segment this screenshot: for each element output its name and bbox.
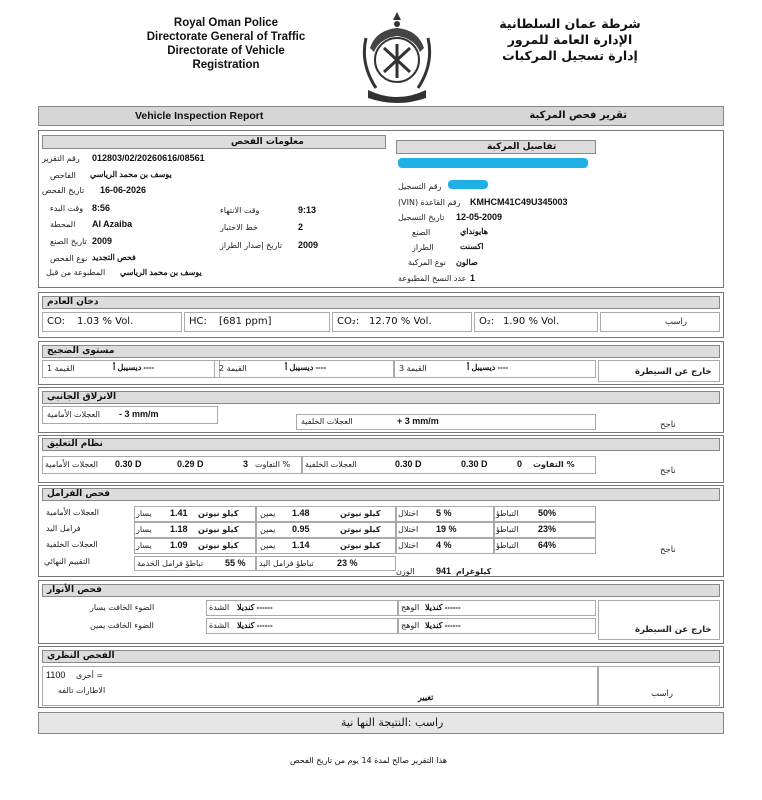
- vehicle-details-heading-text: تفاصيل المركبة: [487, 142, 557, 152]
- brake-row-label: فرامل اليد: [46, 524, 81, 533]
- brake-left-label: يسار: [136, 541, 152, 550]
- brake-efficiency-label: التباطؤ: [496, 509, 519, 518]
- model-value: اكسنت: [460, 242, 484, 251]
- suspension-rear-label: العجلات الخلفية: [305, 460, 357, 469]
- noise-v2-label: القيمة 2: [219, 364, 247, 373]
- brake-imbalance-value: 5 %: [436, 508, 452, 518]
- report-title-bar: [38, 106, 724, 126]
- header-en-line: Royal Oman Police: [173, 17, 279, 29]
- brake-efficiency-label: التباطؤ: [496, 541, 519, 550]
- weight-label: الوزن: [396, 567, 415, 576]
- glare-label: الوهج: [401, 621, 420, 630]
- inspector-label: الفاحص: [50, 171, 76, 180]
- suspension-rear: [302, 456, 596, 474]
- brake-right-value: 1.14: [292, 540, 310, 550]
- end-time-value: 9:13: [298, 205, 317, 215]
- visual-result: راسب: [651, 689, 673, 699]
- noise-v3: ديسيبل أ ----: [467, 363, 509, 372]
- suspension-front-diff-label: التفاوت %: [255, 460, 291, 469]
- start-time-value: 8:56: [92, 203, 111, 213]
- inspection-info-heading-text: معلومات الفحص: [231, 137, 304, 147]
- suspension-rear-right: 0.30 D: [461, 459, 488, 469]
- lights-result: خارج عن السيطرة: [635, 625, 712, 635]
- redaction-mark: [448, 180, 488, 189]
- service-brake-value: 55 %: [225, 558, 246, 568]
- vehicle-details-heading: [396, 140, 596, 154]
- printed-by-label: المطبوعة من قبل: [46, 268, 106, 277]
- model-label: الطراز: [412, 243, 434, 252]
- registration-label: رقم التسجيل: [398, 182, 442, 191]
- hc-label: HC:: [189, 316, 207, 327]
- inspector-value: يوسف بن محمد الرياسي: [90, 170, 172, 179]
- brake-right-value: 1.48: [292, 508, 310, 518]
- brake-left-value: 1.18: [170, 524, 188, 534]
- brake-imbalance-label: اختلال: [398, 541, 419, 550]
- noise-heading: [42, 345, 720, 358]
- header-english: [128, 16, 324, 72]
- vin-label: (VIN) رقم القاعدة: [398, 198, 461, 207]
- station-value: Al Azaiba: [92, 219, 133, 229]
- maker-value: هايونداي: [460, 227, 488, 236]
- emissions-result-cell: [600, 312, 720, 332]
- report-no-value: 012803/02/20260616/08561: [92, 153, 205, 163]
- brake-left-unit: كيلو نيوتن: [198, 541, 239, 550]
- lights-result-cell: [598, 600, 720, 640]
- emissions-result: راسب: [665, 317, 687, 327]
- end-time-label: وقت الانتهاء: [220, 206, 260, 215]
- low-beam-left-intensity: [206, 600, 398, 616]
- noise-v2: ديسيبل أ ----: [285, 363, 327, 372]
- suspension-heading-text: نظام التعليق: [47, 439, 103, 449]
- intensity-label: الشدة: [209, 621, 230, 630]
- hand-brake-label: تباطؤ فرامل اليد: [259, 559, 314, 568]
- side-slip-rear-value: + 3 mm/m: [397, 416, 439, 426]
- lights-heading: [42, 584, 720, 597]
- suspension-front: [42, 456, 302, 474]
- weight-value: 941: [436, 566, 452, 576]
- header-ar-line: الإدارة العامة للمرور: [507, 32, 633, 47]
- header-en-line: Directorate General of Traffic: [146, 31, 306, 43]
- inspection-info-heading: [42, 135, 386, 149]
- visual-heading-text: الفحص النظري: [47, 651, 115, 661]
- start-time-label: وقت البدء: [50, 204, 84, 213]
- noise-value-3: [394, 360, 596, 378]
- brake-right-unit: كيلو نيوتن: [340, 525, 381, 534]
- intensity-value: كنديلا ------: [237, 603, 273, 612]
- header-en-line: Registration: [192, 59, 260, 71]
- o2-cell: [474, 312, 598, 332]
- o2-value: 1.90 % Vol.: [503, 316, 560, 327]
- suspension-rear-diff: 0: [517, 459, 523, 469]
- model-date-label: تاريخ إصدار الطراز: [220, 241, 283, 250]
- brakes-result: ناجح: [660, 545, 676, 555]
- noise-value-1: [42, 360, 220, 378]
- brake-left-unit: كيلو نيوتن: [198, 525, 239, 534]
- visual-other-label: أخرى =: [76, 671, 104, 680]
- brake-efficiency-value: 50%: [538, 508, 557, 518]
- brake-row-label: العجلات الأمامية: [46, 508, 100, 517]
- vehicle-type-value: صالون: [456, 258, 478, 267]
- test-line-value: 2: [298, 222, 304, 232]
- final-result-text: راسب :النتيجة النها نية: [341, 716, 444, 729]
- mfg-date-value: 2009: [92, 236, 113, 246]
- emissions-heading-text: دخان العادم: [47, 297, 99, 307]
- emissions-heading: [42, 296, 720, 309]
- noise-v1: ديسيبل أ ----: [113, 363, 155, 372]
- co2-label: CO₂:: [337, 316, 360, 327]
- suspension-front-diff: 3: [243, 459, 249, 469]
- report-title-ar: تقرير فحص المركبة: [529, 110, 627, 121]
- glare-value: كنديلا ------: [425, 603, 461, 612]
- tyres-label: الاطارات تالفه: [58, 686, 106, 695]
- suspension-rear-diff-label: التفاوت %: [533, 460, 575, 469]
- brake-efficiency-value: 64%: [538, 540, 557, 550]
- brakes-heading-text: فحص الفرامل: [47, 489, 111, 499]
- side-slip-heading: [42, 391, 720, 404]
- mfg-date-label: تاريخ الصنع: [50, 237, 87, 246]
- header-arabic: [470, 16, 670, 64]
- side-slip-front: [42, 406, 218, 424]
- glare-label: الوهج: [401, 603, 420, 612]
- inspection-type-value: فحص التجديد: [92, 253, 136, 262]
- low-beam-left-glare: [398, 600, 596, 616]
- brake-left-value: 1.41: [170, 508, 188, 518]
- header-ar-line: شرطة عمان السلطانية: [499, 16, 641, 31]
- co-label: CO:: [47, 316, 66, 327]
- inspection-date-label: تاريخ الفحص: [42, 186, 85, 195]
- brakes-heading: [42, 488, 720, 501]
- copies-value: 1: [470, 273, 476, 283]
- low-beam-right-glare: [398, 618, 596, 634]
- vehicle-type-label: نوع المركبة: [408, 258, 446, 267]
- low-beam-right-intensity: [206, 618, 398, 634]
- co2-value: 12.70 % Vol.: [369, 316, 432, 327]
- brake-right-label: يمين: [260, 525, 276, 534]
- brake-left-label: يسار: [136, 509, 152, 518]
- o2-label: O₂:: [479, 316, 495, 327]
- station-label: المحطة: [50, 220, 76, 229]
- brake-right-unit: كيلو نيوتن: [340, 541, 381, 550]
- final-result-bar: [38, 712, 724, 734]
- rop-emblem-icon: [356, 8, 438, 108]
- hc-value: [681 ppm]: [219, 316, 272, 327]
- brake-left-label: يسار: [136, 525, 152, 534]
- brake-right-value: 0.95: [292, 524, 310, 534]
- hc-cell: [184, 312, 330, 332]
- visual-other-value: 1100: [46, 670, 66, 680]
- noise-v3-label: القيمة 3: [399, 364, 427, 373]
- brake-right-label: يمين: [260, 509, 276, 518]
- hand-brake-cell: [256, 556, 396, 571]
- tyres-value: تغيير: [418, 693, 434, 702]
- suspension-front-label: العجلات الأمامية: [45, 460, 99, 469]
- low-beam-left-label: الضوء الخافت يسار: [90, 603, 155, 612]
- brake-efficiency-value: 23%: [538, 524, 557, 534]
- side-slip-front-value: - 3 mm/m: [119, 409, 159, 419]
- service-brake-label: تباطؤ فرامل الخدمة: [137, 559, 204, 568]
- suspension-front-right: 0.29 D: [177, 459, 204, 469]
- service-brake-cell: [134, 556, 256, 571]
- noise-v1-label: القيمة 1: [47, 364, 75, 373]
- model-date-value: 2009: [298, 240, 319, 250]
- weight-unit: كيلوغرام: [456, 567, 492, 576]
- brake-efficiency-label: التباطؤ: [496, 525, 519, 534]
- redaction-mark: [398, 158, 588, 168]
- co-value: 1.03 % Vol.: [77, 316, 134, 327]
- side-slip-front-label: العجلات الأمامية: [47, 410, 101, 419]
- side-slip-rear: [296, 414, 596, 430]
- intensity-label: الشدة: [209, 603, 230, 612]
- hand-brake-value: 23 %: [337, 558, 358, 568]
- inspection-type-label: نوع الفحص: [50, 254, 88, 263]
- final-eval-label: التقييم النهائي: [44, 557, 90, 566]
- low-beam-right-label: الضوء الخافت يمين: [90, 621, 154, 630]
- copies-label: عدد النسخ المطبوعة: [398, 274, 467, 283]
- visual-details: [42, 666, 598, 706]
- suspension-heading: [42, 438, 720, 451]
- reg-date-label: تاريخ التسجيل: [398, 213, 445, 222]
- glare-value: كنديلا ------: [425, 621, 461, 630]
- header-ar-line: إدارة تسجيل المركبات: [502, 48, 638, 63]
- visual-result-cell: [598, 666, 720, 706]
- suspension-rear-left: 0.30 D: [395, 459, 422, 469]
- noise-result-cell: [598, 360, 720, 382]
- brake-imbalance-value: 4 %: [436, 540, 452, 550]
- brake-imbalance-label: اختلال: [398, 509, 419, 518]
- report-no-label: رقم التقرير: [42, 154, 80, 163]
- brake-left-unit: كيلو نيوتن: [198, 509, 239, 518]
- brake-imbalance-value: 19 %: [436, 524, 457, 534]
- side-slip-heading-text: الانزلاق الجانبي: [47, 392, 117, 402]
- noise-value-2: [214, 360, 394, 378]
- side-slip-result: ناجح: [660, 420, 676, 430]
- brake-imbalance-label: اختلال: [398, 525, 419, 534]
- brake-right-unit: كيلو نيوتن: [340, 509, 381, 518]
- report-title-en: Vehicle Inspection Report: [135, 110, 264, 122]
- brake-row-label: العجلات الخلفية: [46, 540, 98, 549]
- vin-value: KMHCM41C49U345003: [470, 197, 568, 207]
- brake-right-label: يمين: [260, 541, 276, 550]
- inspection-date-value: 16-06-2026: [100, 185, 147, 195]
- noise-heading-text: مستوى الضجيج: [47, 346, 115, 356]
- maker-label: الصنع: [412, 228, 431, 237]
- suspension-front-left: 0.30 D: [115, 459, 142, 469]
- co-cell: [42, 312, 182, 332]
- brake-left-value: 1.09: [170, 540, 188, 550]
- reg-date-value: 12-05-2009: [456, 212, 503, 222]
- printed-by-value: يوسف بن محمد الرياسي: [120, 268, 202, 277]
- test-line-label: خط الاختبار: [220, 223, 258, 232]
- noise-result: خارج عن السيطرة: [635, 367, 712, 377]
- header-en-line: Directorate of Vehicle: [167, 45, 285, 57]
- side-slip-rear-label: العجلات الخلفية: [301, 417, 353, 426]
- validity-footer: هذا التقرير صالح لمدة 14 يوم من تاريخ الفحص: [290, 756, 447, 765]
- lights-heading-text: فحص الأنوار: [47, 585, 102, 595]
- suspension-result: ناجح: [660, 466, 676, 476]
- co2-cell: [332, 312, 472, 332]
- intensity-value: كنديلا ------: [237, 621, 273, 630]
- visual-heading: [42, 650, 720, 663]
